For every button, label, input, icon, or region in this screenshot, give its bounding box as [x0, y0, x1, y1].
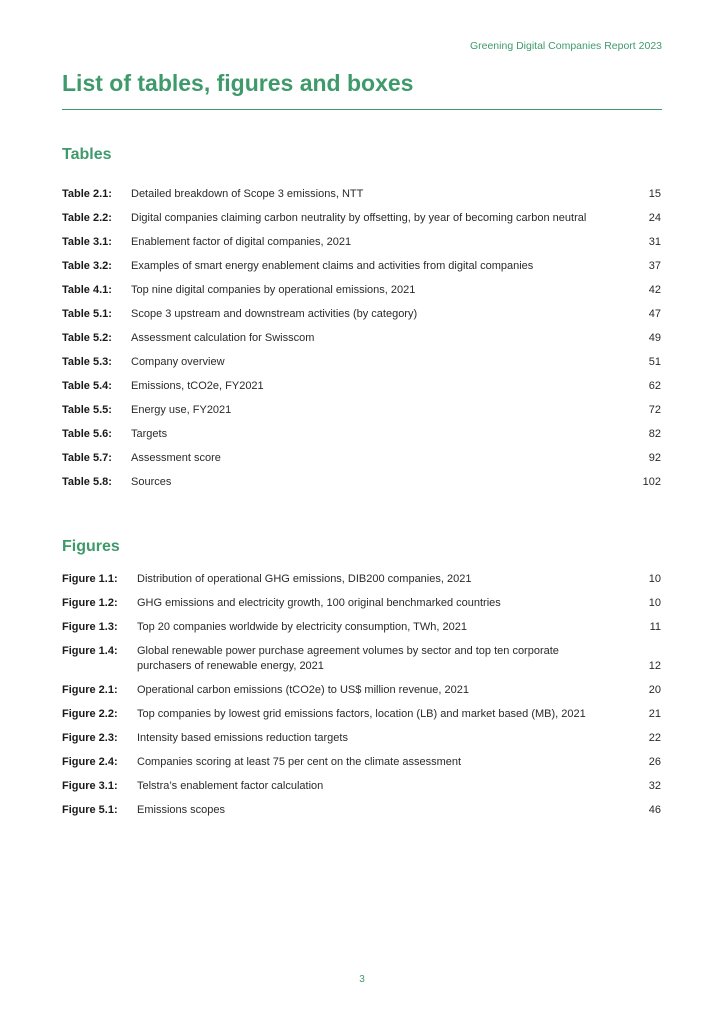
entry-page: 42: [648, 284, 661, 296]
entry-label: Table 5.4:: [62, 380, 112, 392]
entry-page: 46: [648, 804, 661, 816]
title-divider: [62, 109, 662, 110]
entry-page: 51: [648, 356, 661, 368]
entry-label: Figure 2.3:: [62, 732, 118, 744]
entry-label: Table 5.2:: [62, 332, 112, 344]
table-entry[interactable]: [62, 379, 661, 394]
entry-label: Figure 1.2:: [62, 597, 118, 609]
entry-title: Assessment calculation for Swisscom: [131, 332, 315, 344]
figure-entry[interactable]: [62, 803, 661, 818]
table-entry[interactable]: [62, 403, 661, 418]
entry-label: Figure 2.4:: [62, 756, 118, 768]
table-entry[interactable]: [62, 355, 661, 370]
table-entry[interactable]: [62, 331, 661, 346]
table-entry[interactable]: [62, 451, 661, 466]
entry-title: Sources: [131, 476, 172, 488]
tables-heading: Tables: [62, 146, 112, 163]
entry-title: Examples of smart energy enablement claims and activities from digital companies: [131, 260, 534, 272]
table-entry[interactable]: [62, 475, 661, 490]
tables-list: [62, 187, 661, 499]
entry-label: Figure 2.2:: [62, 708, 118, 720]
running-header: Greening Digital Companies Report 2023: [469, 40, 662, 52]
entry-page: 49: [648, 332, 661, 344]
entry-title: Digital companies claiming carbon neutrality by offsetting, by year of becoming carbon neutral: [131, 212, 587, 224]
figure-entry[interactable]: [62, 731, 661, 746]
entry-page: 10: [648, 597, 661, 609]
entry-page: 92: [648, 452, 661, 464]
entry-title: Global renewable power purchase agreement volumes by sector and top ten corporate purchasers of renewable energy, 2021: [137, 645, 559, 672]
entry-page: 24: [648, 212, 661, 224]
entry-label: Table 5.6:: [62, 428, 112, 440]
entry-label: Table 2.1:: [62, 188, 112, 200]
table-entry[interactable]: [62, 307, 661, 322]
entry-label: Table 3.1:: [62, 236, 112, 248]
entry-label: Figure 5.1:: [62, 804, 118, 816]
entry-label: Figure 1.1:: [62, 573, 118, 585]
entry-label: Table 5.8:: [62, 476, 112, 488]
entry-page: 72: [648, 404, 661, 416]
entry-title: Scope 3 upstream and downstream activities (by category): [131, 308, 418, 320]
entry-page: 47: [648, 308, 661, 320]
entry-title: Top 20 companies worldwide by electricity consumption, TWh, 2021: [137, 621, 467, 633]
entry-page: 12: [648, 660, 661, 672]
entry-label: Table 3.2:: [62, 260, 112, 272]
figure-entry[interactable]: [62, 755, 661, 770]
entry-label: Figure 1.4:: [62, 645, 118, 657]
entry-title: Telstra’s enablement factor calculation: [137, 780, 324, 792]
entry-label: Table 5.3:: [62, 356, 112, 368]
entry-label: Figure 1.3:: [62, 621, 118, 633]
entry-page: 21: [648, 708, 661, 720]
entry-page: 62: [648, 380, 661, 392]
entry-label: Table 2.2:: [62, 212, 112, 224]
entry-title: Emissions, tCO2e, FY2021: [131, 380, 264, 392]
figure-entry[interactable]: [62, 644, 661, 674]
entry-title: Companies scoring at least 75 per cent on the climate assessment: [137, 756, 462, 768]
figure-entry[interactable]: [62, 779, 661, 794]
table-entry[interactable]: [62, 187, 661, 202]
entry-title: Company overview: [131, 356, 225, 368]
entry-title: Targets: [131, 428, 168, 440]
table-entry[interactable]: [62, 235, 661, 250]
figure-entry[interactable]: [62, 683, 661, 698]
entry-title: Emissions scopes: [137, 804, 226, 816]
figure-entry[interactable]: [62, 572, 661, 587]
figures-list: [62, 572, 661, 827]
page-number: 3: [359, 974, 365, 985]
entry-label: Figure 3.1:: [62, 780, 118, 792]
entry-title: Distribution of operational GHG emissions, DIB200 companies, 2021: [137, 573, 472, 585]
table-entry[interactable]: [62, 283, 661, 298]
table-entry[interactable]: [62, 259, 661, 274]
entry-page: 32: [648, 780, 661, 792]
entry-page: 22: [648, 732, 661, 744]
entry-title: Enablement factor of digital companies, 2021: [131, 236, 352, 248]
entry-label: Table 4.1:: [62, 284, 112, 296]
entry-label: Table 5.1:: [62, 308, 112, 320]
entry-title: Intensity based emissions reduction targets: [137, 732, 348, 744]
entry-page: 15: [648, 188, 661, 200]
entry-title: Energy use, FY2021: [131, 404, 232, 416]
entry-title: Top nine digital companies by operational emissions, 2021: [131, 284, 416, 296]
entry-label: Figure 2.1:: [62, 684, 118, 696]
entry-label: Table 5.7:: [62, 452, 112, 464]
entry-title: Operational carbon emissions (tCO2e) to US$ million revenue, 2021: [137, 684, 469, 696]
entry-page: 11: [649, 621, 661, 633]
entry-page: 26: [648, 756, 661, 768]
entry-label: Table 5.5:: [62, 404, 112, 416]
table-entry[interactable]: [62, 211, 661, 226]
page-title: List of tables, figures and boxes: [62, 70, 414, 96]
entry-title: Detailed breakdown of Scope 3 emissions, NTT: [131, 188, 364, 200]
entry-page: 82: [648, 428, 661, 440]
figure-entry[interactable]: [62, 707, 661, 722]
entry-title: Assessment score: [131, 452, 221, 464]
entry-page: 10: [648, 573, 661, 585]
entry-page: 37: [648, 260, 661, 272]
entry-title: GHG emissions and electricity growth, 100 original benchmarked countries: [137, 597, 501, 609]
entry-title: Top companies by lowest grid emissions factors, location (LB) and market based (MB), 2021: [137, 708, 586, 720]
table-entry[interactable]: [62, 427, 661, 442]
figure-entry[interactable]: [62, 620, 661, 635]
entry-page: 31: [648, 236, 661, 248]
entry-page: 20: [648, 684, 661, 696]
figure-entry[interactable]: [62, 596, 661, 611]
entry-page: 102: [642, 476, 661, 488]
figures-heading: Figures: [62, 538, 120, 555]
